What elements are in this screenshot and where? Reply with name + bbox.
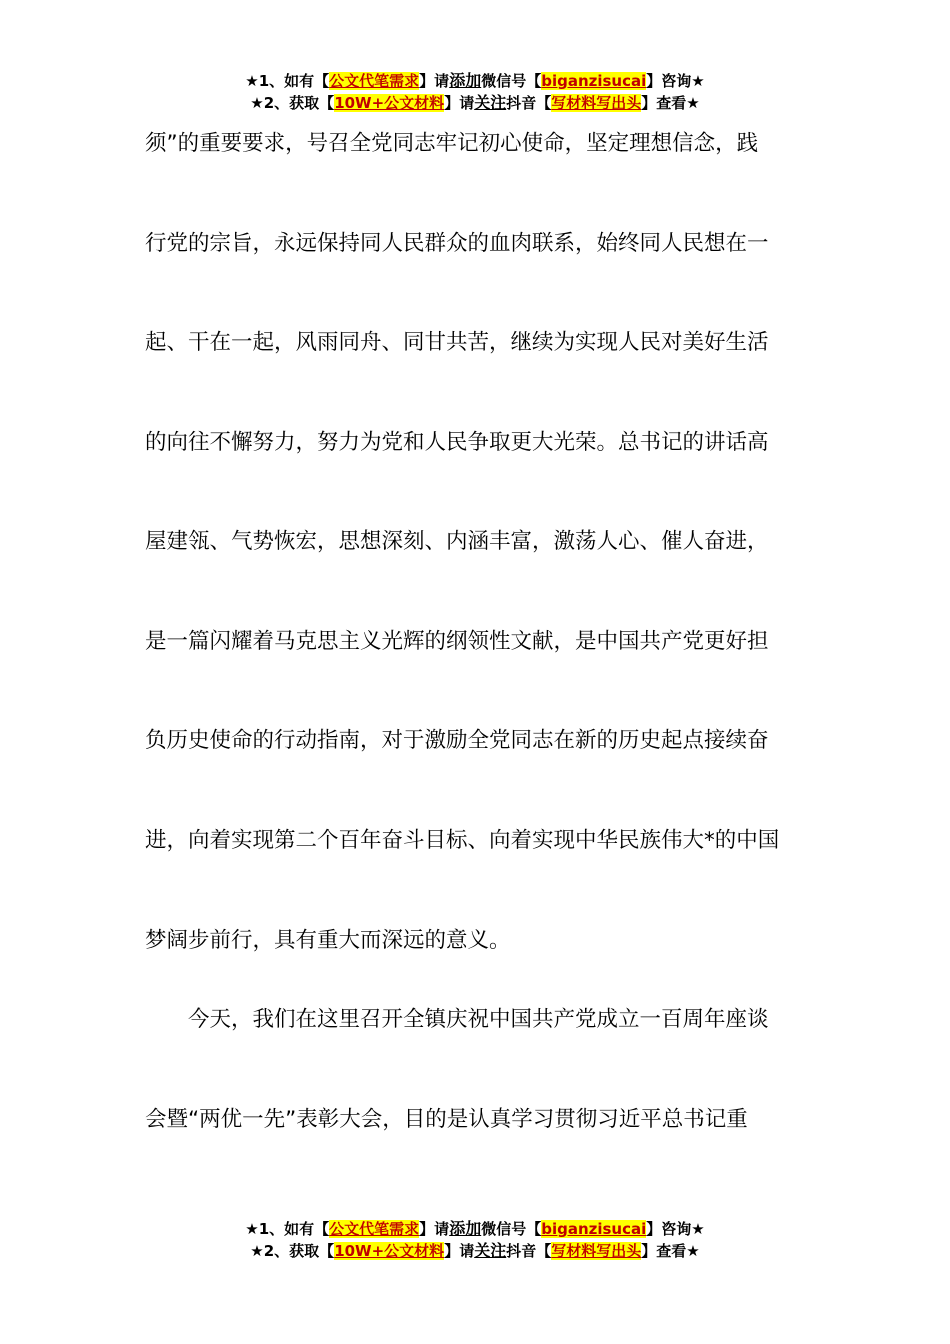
footer-banner	[0, 1218, 950, 1262]
body-line: 的向往不懈努力，努力为党和人民争取更大光荣。总书记的讲话高	[145, 430, 769, 455]
highlight-materials: 10W+公文材料	[334, 94, 445, 112]
highlight-materials: 10W+公文材料	[334, 1242, 445, 1260]
body-line: 行党的宗旨，永远保持同人民群众的血肉联系，始终同人民想在一	[145, 231, 769, 256]
body-line: 梦阔步前行，具有重大而深远的意义。	[145, 928, 511, 953]
body-line: 须”的重要要求，号召全党同志牢记初心使命，坚定理想信念，践	[145, 131, 759, 156]
highlight-wechat-id: biganzisucai	[541, 72, 647, 90]
body-line: 进，向着实现第二个百年奋斗目标、向着实现中华民族伟大*的中国	[145, 828, 780, 853]
body-line: 会暨“两优一先”表彰大会，目的是认真学习贯彻习近平总书记重	[145, 1107, 748, 1132]
body-line: 负历史使命的行动指南，对于激励全党同志在新的历史起点接续奋	[145, 728, 769, 753]
body-line: 是一篇闪耀着马克思主义光辉的纲领性文献，是中国共产党更好担	[145, 629, 769, 654]
highlight-douyin: 写材料写出头	[551, 1242, 642, 1260]
header-banner	[0, 70, 950, 114]
highlight-douyin: 写材料写出头	[551, 94, 642, 112]
header-line-2: ★2、获取【10W+公文材料】请关注抖音【写材料写出头】查看★	[250, 93, 700, 112]
highlight-service: 公文代笔需求	[329, 72, 420, 90]
footer-line-2: ★2、获取【10W+公文材料】请关注抖音【写材料写出头】查看★	[250, 1241, 700, 1260]
footer-line-1: ★1、如有【公文代笔需求】请添加微信号【biganzisucai】咨询★	[245, 1219, 705, 1238]
body-line: 起、干在一起，风雨同舟、同甘共苦，继续为实现人民对美好生活	[145, 330, 769, 355]
body-line: 今天，我们在这里召开全镇庆祝中国共产党成立一百周年座谈	[145, 1007, 769, 1032]
highlight-wechat-id: biganzisucai	[541, 1220, 647, 1238]
body-line: 屋建瓴、气势恢宏，思想深刻、内涵丰富，激荡人心、催人奋进，	[145, 529, 769, 554]
header-line-1: ★1、如有【公文代笔需求】请添加微信号【biganzisucai】咨询★	[245, 71, 705, 90]
highlight-service: 公文代笔需求	[329, 1220, 420, 1238]
